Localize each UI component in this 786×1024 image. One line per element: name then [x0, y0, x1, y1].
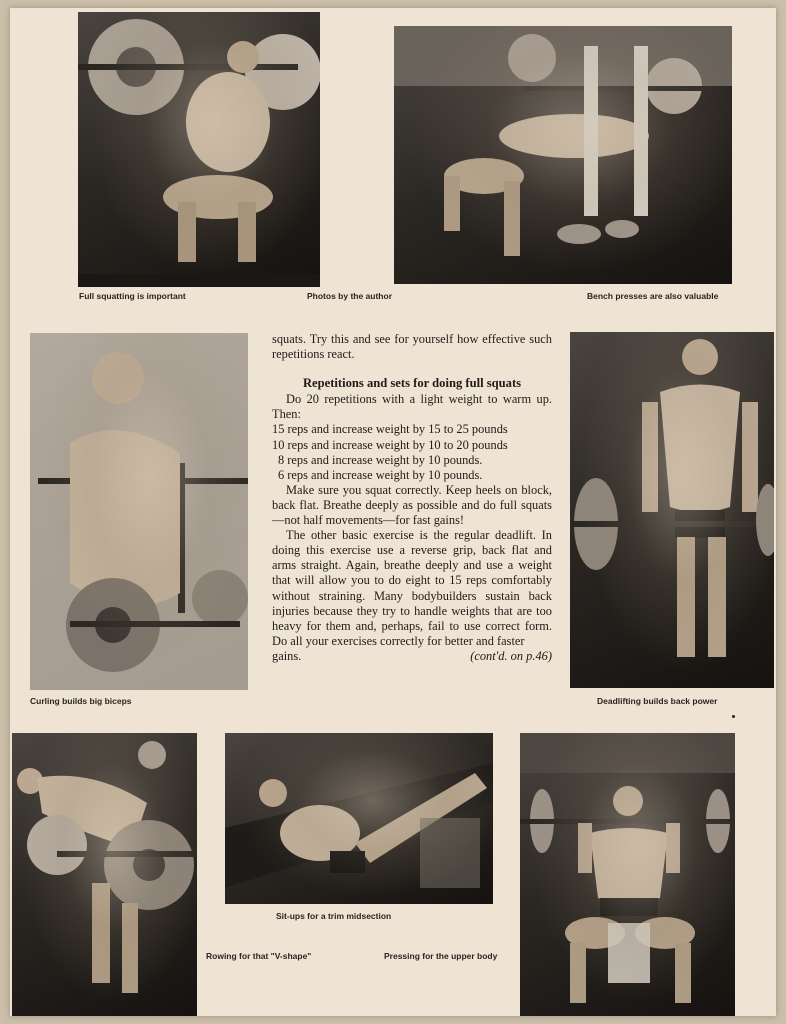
photo-curl	[30, 333, 248, 690]
reps-line-2: 10 reps and increase weight by 10 to 20 pounds	[272, 437, 508, 452]
article-paragraph-form: Make sure you squat correctly. Keep heels on block, back flat. Breathe deeply as possible and do full squats—not half movements—for fast gains!	[272, 482, 552, 528]
photo-situps	[225, 733, 493, 904]
reps-line-3: 8 reps and increase weight by 10 pounds.	[278, 452, 483, 467]
photo-press	[520, 733, 735, 1016]
caption-squat: Full squatting is important	[79, 291, 186, 301]
photo-deadlift	[570, 332, 774, 688]
caption-press: Pressing for the upper body	[384, 951, 498, 961]
article-last-line	[272, 649, 552, 664]
article-last-word: gains.	[272, 648, 302, 663]
article-subheading: Repetitions and sets for doing full squats	[302, 376, 522, 391]
caption-curl: Curling builds big biceps	[30, 696, 132, 706]
reps-list	[272, 422, 552, 482]
photo-rowing	[12, 733, 197, 1016]
caption-situps: Sit-ups for a trim midsection	[276, 911, 392, 921]
caption-rowing: Rowing for that "V-shape"	[206, 951, 312, 961]
article-paragraph-deadlift: The other basic exercise is the regular deadlift. In doing this exercise use a reverse grip, back flat and arms straight. Again, breathe deeply and use a weight that will allow you to do eight to 15 reps comfortably without straining. Many bodybuilders sustain back injuries because they try to handle weights that are too heavy for them and, perhaps, fail to use correct form. Do all your exercises correctly for better and faster	[272, 528, 552, 648]
article-body	[272, 332, 552, 664]
photo-bench-press	[394, 26, 732, 284]
caption-deadlift: Deadlifting builds back power	[597, 696, 718, 706]
caption-bench: Bench presses are also valuable	[587, 291, 719, 301]
page-dot	[732, 715, 735, 718]
caption-photo-credit: Photos by the author	[307, 291, 392, 301]
magazine-page	[10, 8, 776, 1016]
article-intro: squats. Try this and see for yourself how effective such repetitions react.	[272, 332, 552, 362]
photo-squat	[78, 12, 320, 287]
article-paragraph-warmup: Do 20 repetitions with a light weight to warm up. Then:	[272, 392, 552, 422]
reps-line-4: 6 reps and increase weight by 10 pounds.	[278, 467, 483, 482]
reps-line-1: 15 reps and increase weight by 15 to 25 pounds	[272, 422, 508, 437]
continued-note: (cont'd. on p.46)	[470, 648, 552, 663]
